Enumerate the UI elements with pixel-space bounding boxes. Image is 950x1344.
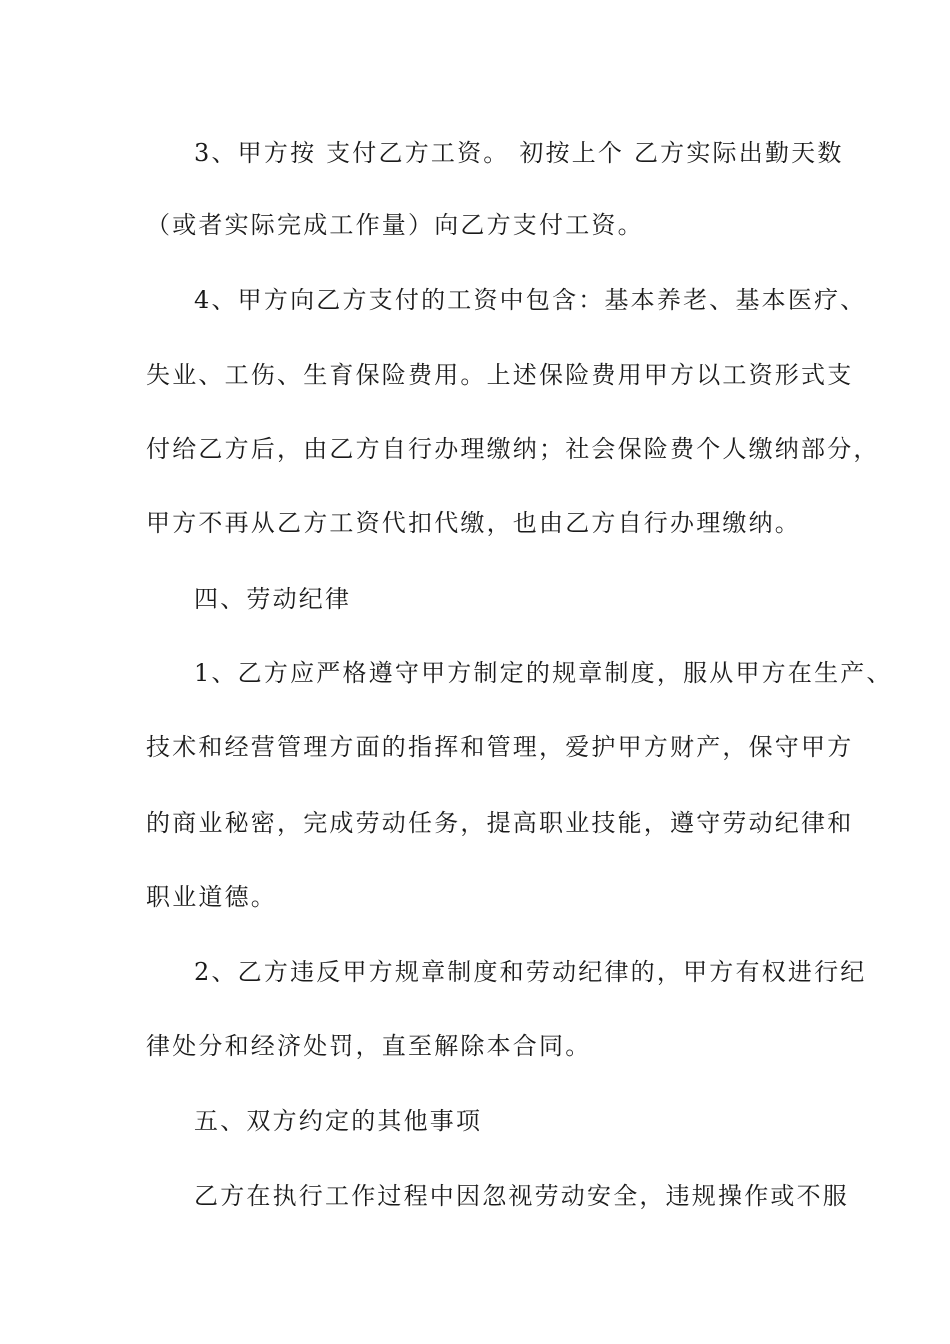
- paragraph-line: （或者实际完成工作量）向乙方支付工资。: [146, 211, 644, 239]
- paragraph-line: 甲方不再从乙方工资代扣代缴，也由乙方自行办理缴纳。: [146, 509, 801, 537]
- paragraph-line: 律处分和经济处罚，直至解除本合同。: [146, 1032, 592, 1060]
- paragraph-line: 4、甲方向乙方支付的工资中包含：基本养老、基本医疗、: [194, 286, 867, 314]
- paragraph-line: 技术和经营管理方面的指挥和管理，爱护甲方财产，保守甲方: [146, 733, 854, 761]
- paragraph-line: 1、乙方应严格遵守甲方制定的规章制度，服从甲方在生产、: [194, 659, 893, 687]
- paragraph-line: 乙方在执行工作过程中因忽视劳动安全，违规操作或不服: [194, 1182, 849, 1210]
- paragraph-line: 职业道德。: [146, 883, 277, 911]
- section-heading: 五、双方约定的其他事项: [194, 1107, 483, 1135]
- paragraph-line: 失业、工伤、生育保险费用。上述保险费用甲方以工资形式支: [146, 361, 854, 389]
- paragraph-line: 付给乙方后，由乙方自行办理缴纳；社会保险费个人缴纳部分，: [146, 435, 880, 463]
- paragraph-line: 的商业秘密，完成劳动任务，提高职业技能，遵守劳动纪律和: [146, 809, 854, 837]
- paragraph-line: 3、甲方按 支付乙方工资。 初按上个 乙方实际出勤天数: [194, 139, 844, 167]
- paragraph-line: 2、乙方违反甲方规章制度和劳动纪律的，甲方有权进行纪: [194, 958, 867, 986]
- section-heading: 四、劳动纪律: [194, 585, 352, 613]
